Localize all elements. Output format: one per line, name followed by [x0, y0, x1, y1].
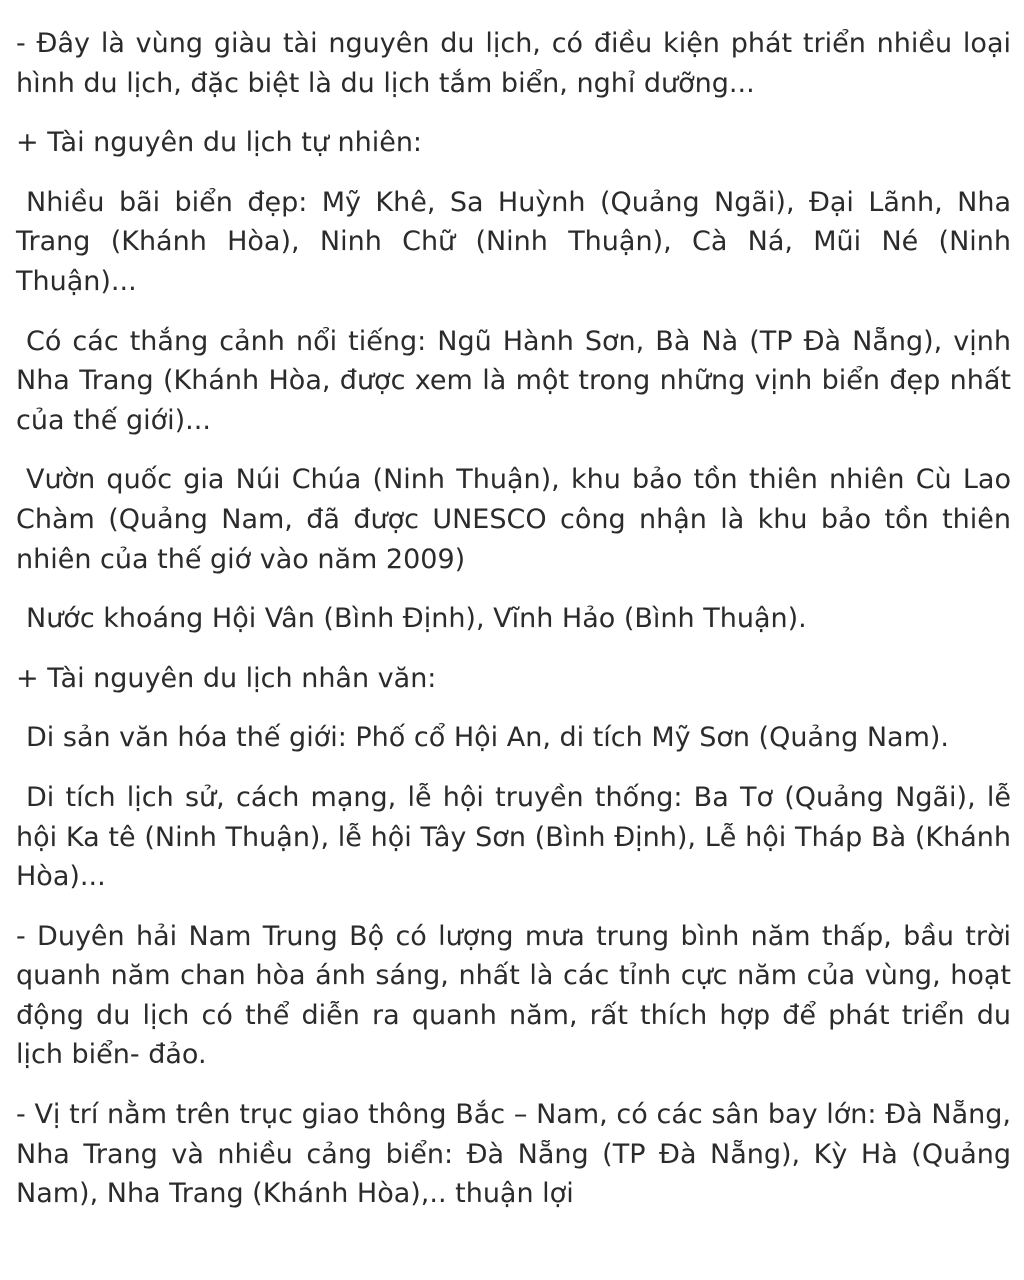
document-body [16, 24, 1011, 1234]
paragraph-world-heritage: Di sản văn hóa thế giới: Phố cổ Hội An, di tích Mỹ Sơn (Quảng Nam). [26, 722, 949, 754]
paragraph-mineral-water: Nước khoáng Hội Vân (Bình Định), Vĩnh Hảo (Bình Thuận). [26, 603, 807, 635]
paragraph-historic-sites: Di tích lịch sử, cách mạng, lễ hội truyền thống: Ba Tơ (Quảng Ngãi), lễ hội Ka tê (Ninh Thuận), lễ hội Tây Sơn (Bình Định), Lễ hội Tháp Bà (Khánh Hòa)... [16, 781, 1011, 893]
paragraph-climate: - Duyên hải Nam Trung Bộ có lượng mưa trung bình năm thấp, bầu trời quanh năm chan hòa ánh sáng, nhất là các tỉnh cực năm của vùng, hoạt động du lịch có thể diễn ra quanh năm, rất thích hợp để phát triển du lịch biển- đảo. [16, 920, 1011, 1071]
paragraph-tourism-resources: - Đây là vùng giàu tài nguyên du lịch, có điều kiện phát triển nhiều loại hình du lịch, đặc biệt là du lịch tắm biển, nghỉ dưỡng... [16, 28, 1011, 99]
paragraph-national-parks: Vườn quốc gia Núi Chúa (Ninh Thuận), khu bảo tồn thiên nhiên Cù Lao Chàm (Quảng Nam, đã được UNESCO công nhận là khu bảo tồn thiên nhiên của thế giớ vào năm 2009) [16, 464, 1011, 575]
paragraph-landscapes: Có các thắng cảnh nổi tiếng: Ngũ Hành Sơn, Bà Nà (TP Đà Nẵng), vịnh Nha Trang (Khánh Hòa, được xem là một trong những vịnh biển đẹp nhất của thế giới)... [16, 325, 1011, 436]
paragraph-beaches: Nhiều bãi biển đẹp: Mỹ Khê, Sa Huỳnh (Quảng Ngãi), Đại Lãnh, Nha Trang (Khánh Hòa), Ninh Chữ (Ninh Thuận), Cà Ná, Mũi Né (Ninh Thuận)... [16, 186, 1011, 297]
paragraph-location: - Vị trí nằm trên trục giao thông Bắc – Nam, có các sân bay lớn: Đà Nẵng, Nha Trang và nhiều cảng biển: Đà Nẵng (TP Đà Nẵng), Kỳ Hà (Quảng Nam), Nha Trang (Khánh Hòa),.. thuận lợi [16, 1099, 1011, 1210]
heading-cultural-resources: + Tài nguyên du lịch nhân văn: [16, 662, 437, 694]
heading-natural-resources: + Tài nguyên du lịch tự nhiên: [16, 127, 423, 159]
